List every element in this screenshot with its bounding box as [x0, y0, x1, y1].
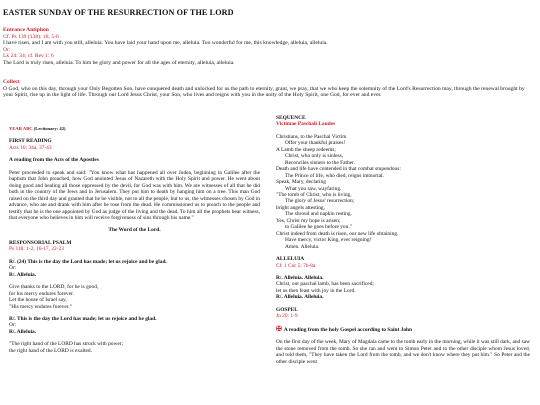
sequence-line: Yes, Christ my hope is arisen; [276, 217, 341, 224]
psalm-verse-2-line: the right hand of the LORD is exalted. [9, 347, 92, 354]
sequence-subheading: Victimae Paschali Laudes [276, 121, 336, 128]
entrance-antiphon [3, 27, 536, 67]
collect-heading: Collect [3, 79, 20, 85]
page-title: EASTER SUNDAY OF THE RESURRECTION OF THE LORD [3, 8, 234, 17]
psalm-response-1: R/. (24) This is the day the Lord has made; let us rejoice and be glad. [9, 258, 167, 265]
psalm-heading: RESPONSORIAL PSALM [9, 239, 72, 246]
entrance-text-2: The Lord is truly risen, alleluia. To him be glory and power for all the ages of eternity, alleluia, alleluia. [3, 59, 235, 66]
gospel-text: On the first day of the week, Mary of Magdala came to the tomb early in the morning, while it was still dark, and saw the stone removed from the tomb. So she ran and went to Simon Peter and to the other disciple whom Jesus loved, and told them, "They have taken the Lord from the tomb, and we don't know where they put him." So Peter and the other disciple went [276, 339, 530, 365]
gospel-intro: A reading from the holy Gospel according to Saint John [283, 326, 413, 333]
sequence-line: What you saw, wayfaring. [285, 185, 342, 192]
sequence-line: Death and life have contended in that combat stupendous: [276, 166, 401, 173]
psalm-ref: Ps 118: 1-2, 16-17, 22-23 [9, 246, 64, 253]
sequence-line: A Lamb the sheep redeems; [276, 146, 336, 153]
psalm-verse-2-line: "The right hand of the LORD has struck with power; [9, 341, 124, 348]
collect-text: O God, who on this day, through your Only Begotten Son, have conquered death and unlocked for us the path to eternity, grant, we pray, that we who keep the solemnity of the Lord's Resurrection may, through the renewal brought by your Spirit, rise up in the light of life. Through our Lord Jesus Christ, your Son, who lives and reigns with you in the unity of the Holy Spirit, one God, for ever and ever. [3, 85, 525, 99]
psalm-or-2: Or: [9, 322, 17, 329]
sequence-text [276, 134, 530, 250]
sequence-line: "The tomb of Christ, who is living, [276, 191, 352, 198]
gospel-ref: Jn 20: 1-9 [276, 313, 298, 320]
sequence-heading: SEQUENCE [276, 115, 306, 121]
collect [3, 79, 536, 99]
first-reading-ref: Acts 10: 34a, 37-43 [9, 144, 52, 151]
sequence-line: Christ, who only is sinless, [285, 153, 344, 160]
first-reading-closing: The Word of the Lord. [108, 227, 161, 234]
sequence-line: to Galilee he goes before you." [285, 224, 352, 231]
first-reading-text: Peter proceeded to speak and said: "You know what has happened all over Judea, beginning in Galilee after the baptism that John preached, how God anointed Jesus of Nazareth with the Holy Spirit and power. He went about doing good and healing all those oppressed by the devil, for God was with him. We are witnesses of all that he did both in the country of the Jews and in Jerusalem. They put him to death by hanging him on a tree. This man God raised on the third day and granted that he be visible, not to all the people, but to us, the witnesses chosen by God in advance, who ate and drank with him after he rose from the dead. He commissioned us to preach to the people and testify that he is the one appointed by God as judge of the living and the dead. To him all the prophets bear witness, that everyone who believes in him will receive forgiveness of sins through his name." [9, 169, 260, 221]
sequence-line: Christ indeed from death is risen, our new life obtaining. [276, 230, 399, 237]
entrance-heading: Entrance Antiphon [3, 27, 49, 33]
sequence-line: bright angels attesting, [276, 204, 325, 211]
alleluia-heading: ALLELUIA [276, 256, 305, 263]
entrance-or: Or: [3, 46, 11, 53]
psalm-response-1b: R/. Alleluia. [9, 271, 37, 278]
entrance-ref-2: Lk 24: 34; cf. Rev 1: 6 [3, 53, 54, 60]
right-column [276, 115, 530, 365]
sequence-line: Reconciles sinners to the Father. [285, 159, 355, 166]
sequence-line: The glory of Jesus' resurrection; [285, 198, 355, 205]
sequence-line: Have mercy, victor King, ever reigning! [285, 237, 372, 244]
alleluia-verse-line: let us then feast with joy in the Lord. [276, 287, 356, 294]
psalm-response-2: R/. This is the day the Lord has made; let us rejoice and be glad. [9, 315, 157, 322]
alleluia-ref: Cf. 1 Cor 5: 7b-8a [276, 262, 316, 269]
psalm-verse-1-line: for his mercy endures forever. [9, 290, 74, 297]
lectionary-number: (Lectionary: 42) [33, 126, 66, 131]
left-column [9, 126, 260, 354]
sequence-line: The Prince of life, who died, reigns immortal. [285, 172, 384, 179]
alleluia-response-2: R/. Alleluia. Alleluia. [276, 294, 324, 301]
psalm-verse-1-line: "His mercy endures forever." [9, 303, 72, 310]
sequence-line: Offer your thankful praises! [285, 140, 346, 147]
sequence-line: Amen. Alleluia. [285, 243, 320, 250]
sequence-line: Speak, Mary, declaring [276, 179, 326, 186]
psalm-or-1: Or: [9, 265, 17, 272]
psalm-response-2b: R/. Alleluia. [9, 328, 37, 335]
sequence-line: Christians, to the Paschal Victim [276, 133, 347, 140]
alleluia-verse-line: Christ, our paschal lamb, has been sacrificed; [276, 281, 374, 288]
gospel-heading: GOSPEL [276, 306, 298, 313]
psalm-verse-1-line: Let the house of Israel say, [9, 297, 67, 304]
psalm-verse-1-line: Give thanks to the LORD, for he is good, [9, 284, 99, 291]
first-reading-intro: A reading from the Acts of the Apostles [9, 157, 99, 164]
alleluia-response-1: R/. Alleluia. Alleluia. [276, 274, 324, 281]
entrance-text-1: I have risen, and I am with you still, alleluia. You have laid your hand upon me, alleluia. Too wonderful for me, this knowledge, alleluia, alleluia. [3, 40, 328, 47]
year-label: YEAR ABC [9, 126, 33, 131]
entrance-ref-1: Cf. Ps 139 (138): 18, 5-6 [3, 33, 59, 40]
red-cross-icon: ✠ [276, 324, 282, 333]
first-reading-heading: FIRST READING [9, 138, 52, 145]
sequence-line: The shroud and napkin resting. [285, 211, 352, 218]
